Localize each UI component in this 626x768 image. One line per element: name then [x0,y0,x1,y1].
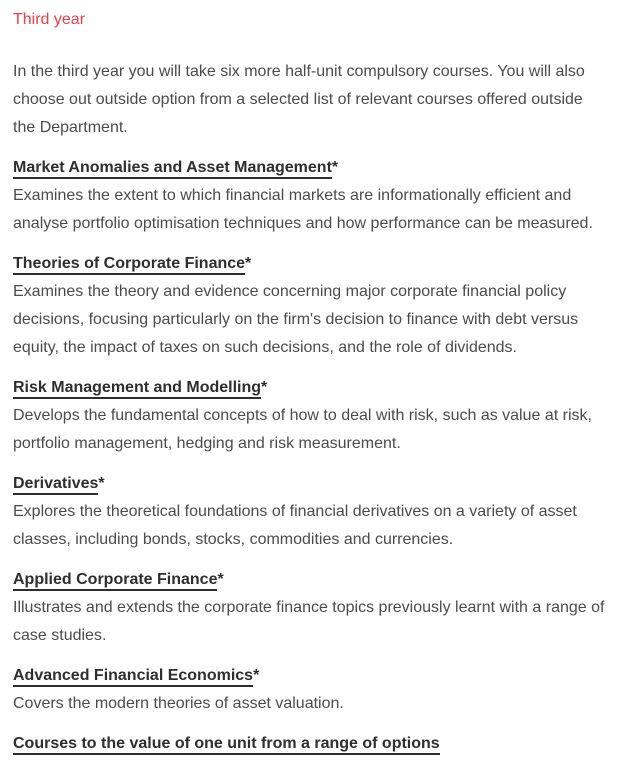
course-title-text: Market Anomalies and Asset Management [13,159,332,179]
course-asterisk: * [98,475,105,492]
course-asterisk: * [245,255,252,272]
page-title: Third year [13,11,86,28]
course-description: Illustrates and extends the corporate finance topics previously learnt with a range of case studies. [13,599,605,644]
course-title-text: Applied Corporate Finance [13,571,217,591]
course-section [13,374,610,458]
course-section [13,250,610,362]
course-asterisk: * [217,571,224,588]
course-title [13,250,610,278]
course-title [13,470,610,498]
course-description: Develops the fundamental concepts of how to deal with risk, such as value at risk, portfolio management, hedging and risk measurement. [13,407,592,452]
course-section [13,154,610,238]
course-title-text: Risk Management and Modelling [13,379,261,399]
course-title [13,566,610,594]
course-title [13,154,610,182]
options-heading [13,730,610,758]
course-description: Covers the modern theories of asset valuation. [13,695,344,712]
course-title-text: Theories of Corporate Finance [13,255,245,275]
course-title-text: Derivatives [13,475,98,495]
course-asterisk: * [261,379,268,396]
course-section [13,566,610,650]
course-title [13,374,610,402]
options-heading-text: Courses to the value of one unit from a range of options [13,735,440,755]
intro-paragraph: In the third year you will take six more half-unit compulsory courses. You will also choose out outside option from a selected list of relevant courses offered outside the Department. [13,63,585,136]
course-description: Examines the extent to which financial markets are informationally efficient and analyse portfolio optimisation techniques and how performance can be measured. [13,187,593,232]
course-description: Examines the theory and evidence concerning major corporate financial policy decisions, focusing particularly on the firm's decision to finance with debt versus equity, the impact of taxes on such decisions, and the role of dividends. [13,283,579,356]
course-title [13,662,610,690]
course-description: Explores the theoretical foundations of financial derivatives on a variety of asset classes, including bonds, stocks, commodities and currencies. [13,503,577,548]
course-section [13,470,610,554]
course-title-text: Advanced Financial Economics [13,667,253,687]
course-asterisk: * [253,667,260,684]
course-section [13,662,610,718]
course-asterisk: * [331,159,339,176]
